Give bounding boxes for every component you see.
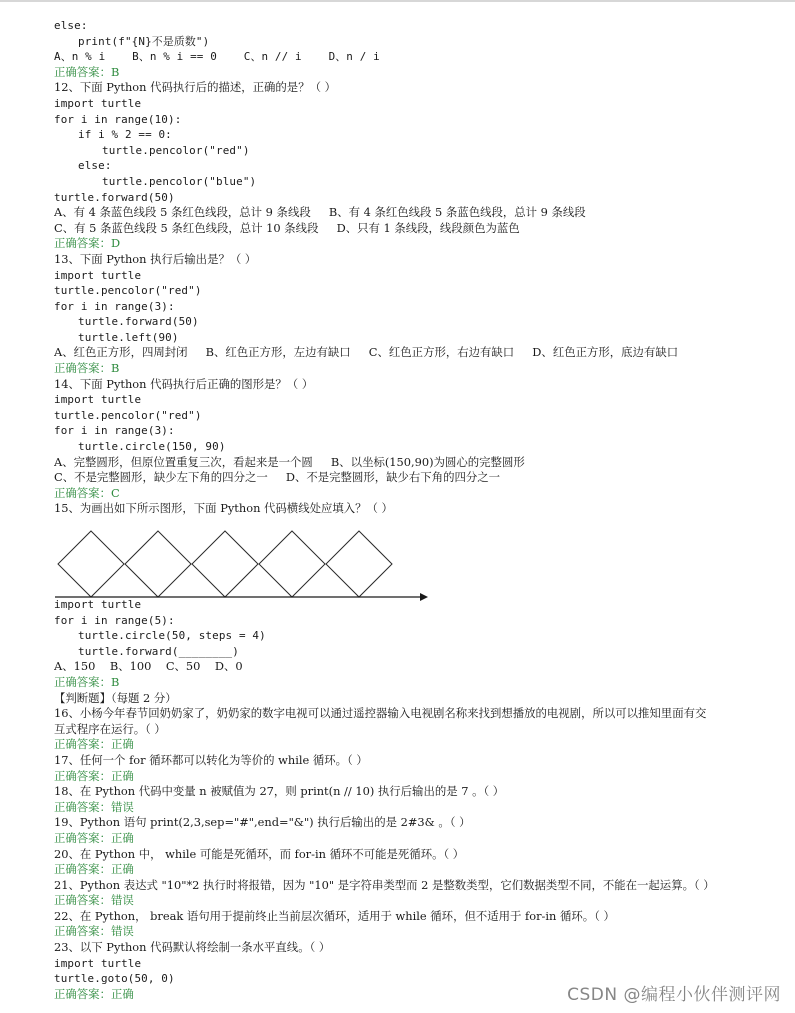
question-text-line: 14、下面 Python 代码执行后正确的图形是？（ ） [54, 376, 314, 391]
question-text-line: 19、Python 语句 print(2,3,sep="#",end="&") 执行后输出的是 2#3& 。（ ） [54, 815, 471, 830]
question-text-line: 23、以下 Python 代码默认将绘制一条水平直线。（ ） [54, 940, 331, 955]
code-line: turtle.forward(________) [78, 644, 239, 658]
answer-line: 正确答案：错误 [54, 799, 134, 814]
answer-line: 正确答案：正确 [54, 986, 134, 1001]
code-line: turtle.forward(50) [78, 315, 199, 329]
diamond-shape [259, 531, 325, 597]
code-line: turtle.forward(50) [54, 190, 175, 204]
question-text-line: A、150 B、100 C、50 D、0 [54, 659, 243, 674]
question-text-line: C、不是完整圆形，缺少左下角的四分之一 D、不是完整圆形，缺少右下角的四分之一 [54, 470, 501, 485]
question-text-line: 18、在 Python 代码中变量 n 被赋值为 27，则 print(n // 10) 执行后输出的是 7 。（ ） [54, 784, 505, 799]
question-text-line: 21、Python 表达式 "10"*2 执行时将报错，因为 "10" 是字符串类型而 2 是整数类型，它们数据类型不同，不能在一起运算。（ ） [54, 877, 715, 892]
answer-line: 正确答案：B [54, 674, 120, 689]
code-line: turtle.circle(50, steps = 4) [78, 629, 266, 643]
answer-line: 正确答案：错误 [54, 893, 134, 908]
answer-line: 正确答案：D [54, 236, 121, 251]
question-text-line: 互式程序在运行。（ ） [54, 721, 166, 736]
code-line: for i in range(10): [54, 112, 182, 126]
answer-line: 正确答案：正确 [54, 862, 134, 877]
question-text-line: 13、下面 Python 执行后输出是？（ ） [54, 251, 257, 266]
code-line: for i in range(3): [54, 299, 175, 313]
code-line: if i % 2 == 0: [78, 128, 172, 142]
answer-line: 正确答案：B [54, 64, 120, 79]
question-text-line: A、完整圆形，但原位置重复三次，看起来是一个圆 B、以坐标(150,90)为圆心的完整圆形 [54, 454, 525, 469]
q15-figure [55, 525, 435, 605]
code-line: turtle.circle(150, 90) [78, 440, 226, 454]
diamond-shape [192, 531, 258, 597]
question-text-line: 【判断题】（每题 2 分） [54, 690, 177, 705]
question-text-line: 15、为画出如下所示图形，下面 Python 代码横线处应填入？（ ） [54, 501, 393, 516]
question-text-line: 12、下面 Python 代码执行后的描述，正确的是？（ ） [54, 80, 336, 95]
code-line: turtle.pencolor("blue") [102, 174, 257, 188]
answer-line: 正确答案：正确 [54, 768, 134, 783]
question-text-line: A、红色正方形，四周封闭 B、红色正方形，左边有缺口 C、红色正方形，右边有缺口 D、红色正方形，底边有缺口 [54, 345, 679, 360]
question-text-line: A、有 4 条蓝色线段 5 条红色线段，总计 9 条线段 B、有 4 条红色线段 5 条蓝色线段，总计 9 条线段 [54, 205, 586, 220]
code-line: import turtle [54, 956, 142, 970]
code-line: for i in range(3): [54, 424, 175, 438]
answer-line: 正确答案：C [54, 485, 120, 500]
code-line: print(f"{N}不是质数") [78, 34, 210, 48]
code-line: turtle.left(90) [78, 330, 179, 344]
question-list [54, 18, 774, 1002]
code-line: turtle.pencolor("red") [102, 143, 250, 157]
answer-line: 正确答案：B [54, 361, 120, 376]
code-line: turtle.goto(50, 0) [54, 972, 175, 986]
arrow-head-icon [420, 593, 428, 601]
answer-line: 正确答案：错误 [54, 924, 134, 939]
diamond-shape [125, 531, 191, 597]
top-divider [0, 0, 795, 2]
answer-line: 正确答案：正确 [54, 830, 134, 845]
code-line: turtle.pencolor("red") [54, 408, 202, 422]
code-line: import turtle [54, 598, 142, 611]
code-line: import turtle [54, 268, 142, 282]
question-text-line: 22、在 Python， break 语句用于提前终止当前层次循环，适用于 while 循环，但不适用于 for-in 循环。（ ） [54, 908, 615, 923]
answer-line: 正确答案：正确 [54, 737, 134, 752]
code-line: else: [78, 159, 112, 173]
question-text-line: C、有 5 条蓝色线段 5 条红色线段，总计 10 条线段 D、只有 1 条线段，线段颜色为蓝色 [54, 220, 520, 235]
csdn-watermark: CSDN @编程小伙伴测评网 [567, 985, 781, 1005]
diamond-shape [58, 531, 124, 597]
diamond-shape [326, 531, 392, 597]
question-text-line: 20、在 Python 中， while 可能是死循环，而 for-in 循环不可能是死循环。（ ） [54, 846, 465, 861]
code-line: import turtle [54, 96, 142, 110]
question-text-line: 16、小杨今年春节回奶奶家了，奶奶家的数字电视可以通过遥控器输入电视剧名称来找到想播放的电视剧，所以可以推知里面有交 [54, 706, 707, 721]
code-line: A、n % i B、n % i == 0 C、n // i D、n / i [54, 50, 380, 64]
question-text-line: 17、任何一个 for 循环都可以转化为等价的 while 循环。（ ） [54, 752, 368, 767]
code-line: import turtle [54, 393, 142, 407]
code-line: for i in range(5): [54, 613, 175, 627]
code-line: turtle.pencolor("red") [54, 284, 202, 298]
code-line: else: [54, 19, 88, 32]
